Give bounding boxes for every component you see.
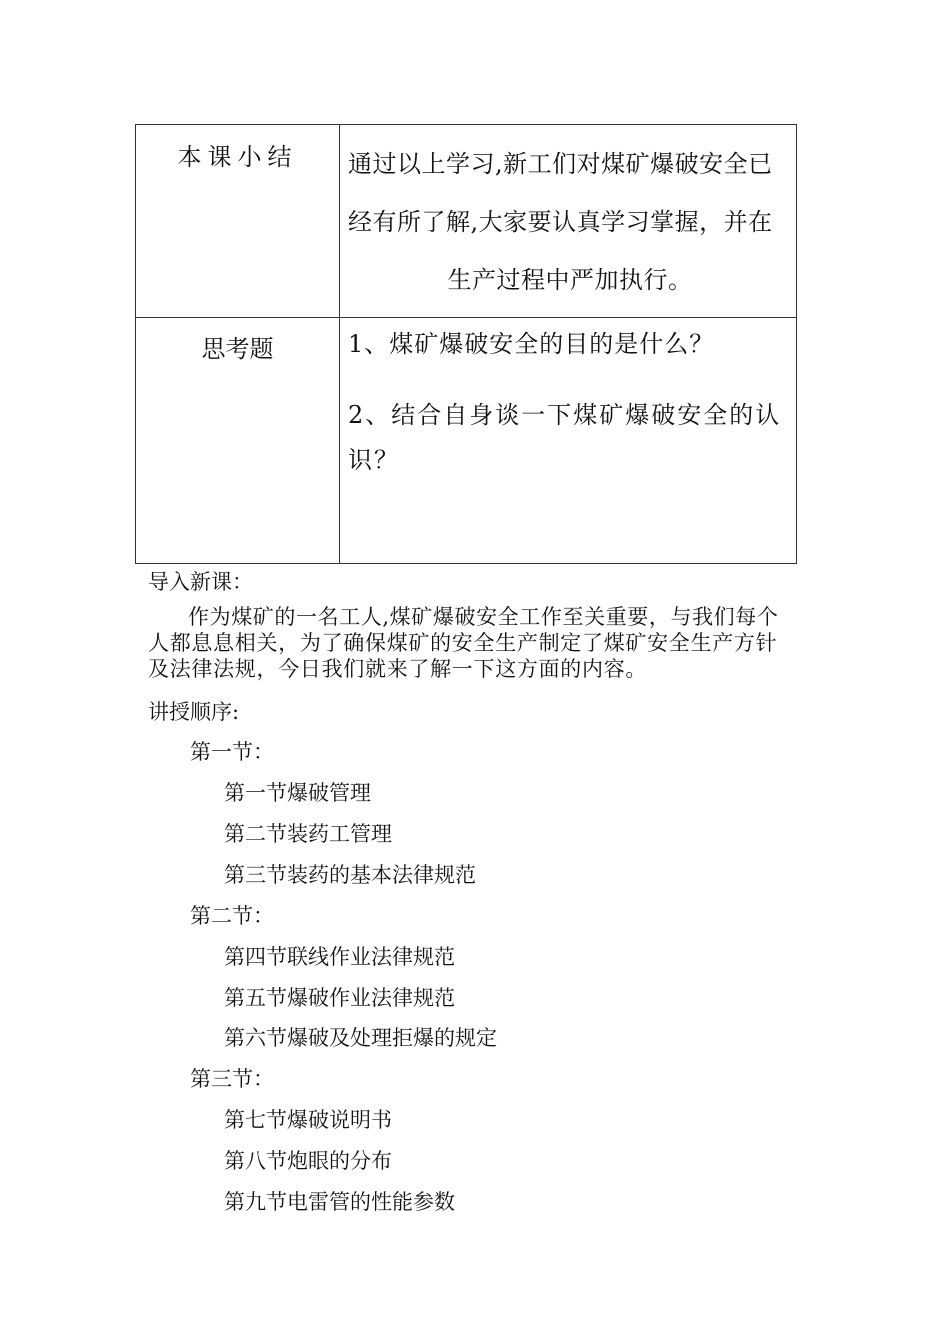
intro-heading: 导入新课： bbox=[148, 570, 253, 594]
question-1: 1、煤矿爆破安全的目的是什么？ bbox=[348, 330, 715, 358]
list-item: 第八节炮眼的分布 bbox=[224, 1149, 392, 1173]
section-title: 第一节： bbox=[190, 740, 274, 764]
summary-table bbox=[135, 124, 797, 564]
summary-line: 经有所了解,大家要认真学习掌握，并在 bbox=[348, 208, 773, 236]
order-heading: 讲授顺序: bbox=[148, 700, 240, 724]
list-item: 第九节电雷管的性能参数 bbox=[224, 1190, 455, 1214]
list-item: 第七节爆破说明书 bbox=[224, 1108, 392, 1132]
section-title: 第二节： bbox=[190, 904, 274, 928]
questions-label: 思考题 bbox=[201, 335, 274, 363]
list-item: 第一节爆破管理 bbox=[224, 781, 371, 805]
section-title: 第三节： bbox=[190, 1067, 274, 1091]
table-column-divider bbox=[339, 125, 340, 563]
list-item: 第四节联线作业法律规范 bbox=[224, 945, 455, 969]
list-item: 第六节爆破及处理拒爆的规定 bbox=[224, 1026, 497, 1050]
summary-line: 生产过程中严加执行。 bbox=[447, 266, 693, 294]
intro-line: 及法律法规，今日我们就来了解一下这方面的内容。 bbox=[148, 657, 648, 681]
list-item: 第五节爆破作业法律规范 bbox=[224, 986, 455, 1010]
question-2: 2、结合自身谈一下煤矿爆破安全的认识？ bbox=[348, 401, 782, 474]
list-item: 第三节装药的基本法律规范 bbox=[224, 863, 476, 887]
summary-line: 通过以上学习,新工们对煤矿爆破安全已 bbox=[348, 150, 773, 178]
intro-paragraph bbox=[148, 604, 808, 682]
summary-text bbox=[348, 135, 792, 309]
summary-label: 本课小结 bbox=[177, 143, 298, 171]
table-row-divider bbox=[136, 317, 796, 318]
questions-text bbox=[348, 327, 792, 483]
intro-line: 作为煤矿的一名工人,煤矿爆破安全工作至关重要，与我们每个 bbox=[188, 605, 779, 629]
list-item: 第二节装药工管理 bbox=[224, 822, 392, 846]
intro-line: 人都息息相关，为了确保煤矿的安全生产制定了煤矿安全生产方针 bbox=[148, 631, 778, 655]
